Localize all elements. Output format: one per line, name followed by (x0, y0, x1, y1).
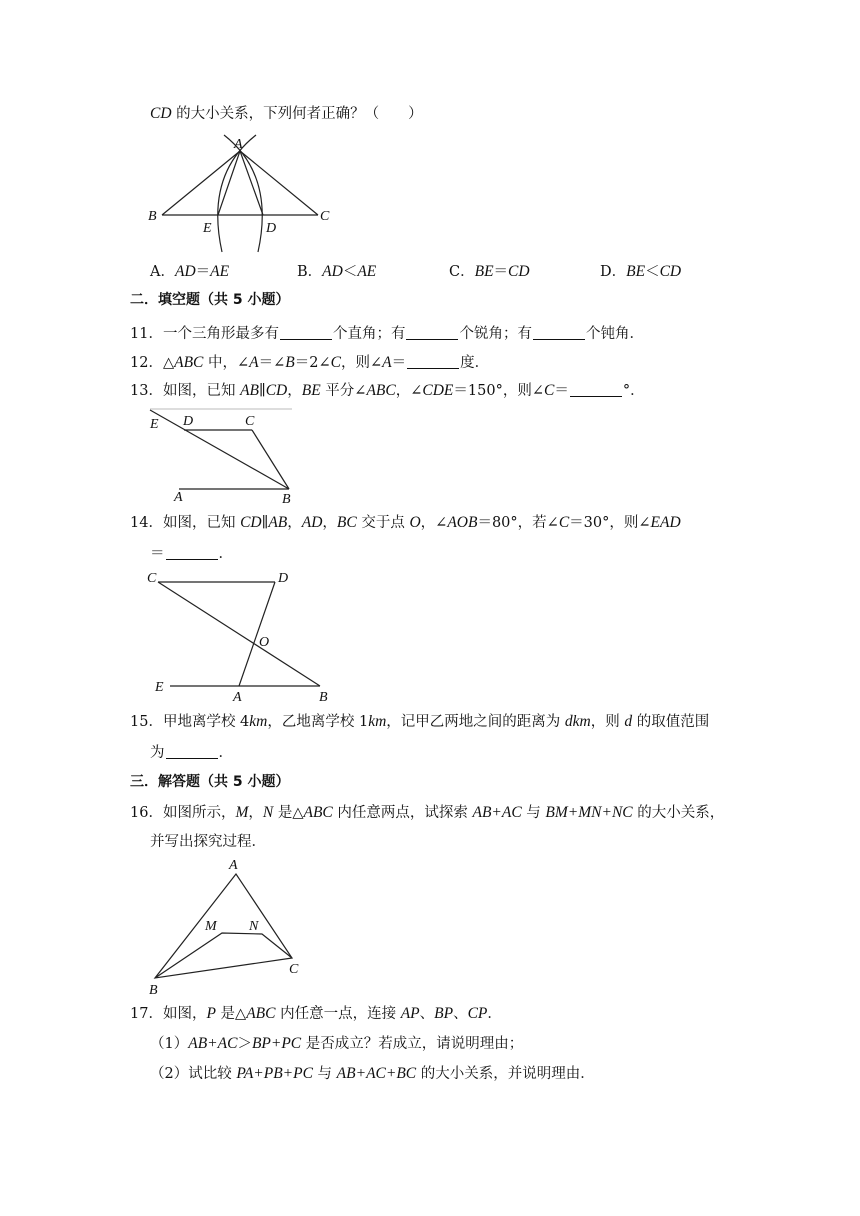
q16-label-b: B (149, 983, 158, 998)
q10-option-c: C．BE＝CD (449, 263, 530, 280)
q13: 13．如图，已知 AB∥CD，BE 平分∠ABC，∠CDE＝150°，则∠C＝ °． (130, 382, 645, 399)
answer-blank[interactable] (407, 354, 459, 369)
q15-line2: 为 ． (150, 745, 233, 761)
q14-label-d: D (278, 571, 289, 586)
section-fill-in-title: 二．填空题（共 5 小题） (130, 292, 290, 308)
q15: 15．甲地离学校 4km，乙地离学校 1km，记甲乙两地之间的距离为 dkm，则 d 的取值范围 (130, 713, 710, 730)
answer-blank[interactable] (280, 325, 332, 340)
q16: 16．如图所示，M，N 是△ABC 内任意两点，试探索 AB+AC 与 BM+MN+NC 的大小关系， (130, 804, 725, 821)
q14-label-a: A (233, 690, 242, 705)
q14-label-b: B (319, 690, 328, 705)
answer-blank[interactable] (533, 325, 585, 340)
q16-label-n: N (249, 919, 259, 934)
q14-label-e: E (155, 680, 164, 695)
answer-blank[interactable] (406, 325, 458, 340)
answer-blank[interactable] (570, 382, 622, 397)
q10-label-a: A (234, 137, 243, 152)
q14-line2: ＝ ． (150, 546, 233, 562)
q17: 17．如图，P 是△ABC 内任意一点，连接 AP、BP、CP． (130, 1005, 502, 1022)
q10-label-b: B (148, 209, 157, 224)
q16-label-m: M (205, 919, 217, 934)
q13-label-b: B (282, 492, 291, 507)
section-solve-title: 三．解答题（共 5 小题） (130, 774, 290, 790)
q16-line2: 并写出探究过程． (150, 834, 266, 850)
q10-stem-cont: CD 的大小关系，下列何者正确？（ ） (150, 105, 423, 122)
q14-label-o: O (259, 635, 270, 650)
q13-label-c: C (245, 414, 255, 429)
q12: 12．△ABC 中，∠A＝∠B＝2∠C，则∠A＝ 度． (130, 354, 490, 371)
q10-option-a: A．AD＝AE (150, 263, 230, 280)
q13-label-e: E (150, 417, 159, 432)
q16-label-a: A (229, 858, 238, 873)
q10-option-b: B．AD＜AE (297, 263, 377, 280)
q17-sub1: （1）AB+AC＞BP+PC 是否成立？若成立，请说明理由； (150, 1035, 524, 1052)
q10-option-d: D．BE＜CD (600, 263, 682, 280)
q10-label-e: E (203, 221, 212, 236)
q13-label-a: A (174, 490, 183, 505)
q13-label-d: D (183, 414, 194, 429)
answer-blank[interactable] (166, 744, 218, 759)
q16-label-c: C (289, 962, 299, 977)
q11: 11．一个三角形最多有 个直角；有 个锐角；有 个钝角． (130, 326, 644, 342)
q14-label-c: C (147, 571, 157, 586)
q10-label-d: D (266, 221, 277, 236)
q10-label-c: C (320, 209, 330, 224)
q17-sub2: （2）试比较 PA+PB+PC 与 AB+AC+BC 的大小关系，并说明理由． (150, 1065, 595, 1082)
q14: 14．如图，已知 CD∥AB，AD，BC 交于点 O，∠AOB＝80°，若∠C＝30°，则∠EAD (130, 514, 681, 531)
answer-blank[interactable] (166, 545, 218, 560)
